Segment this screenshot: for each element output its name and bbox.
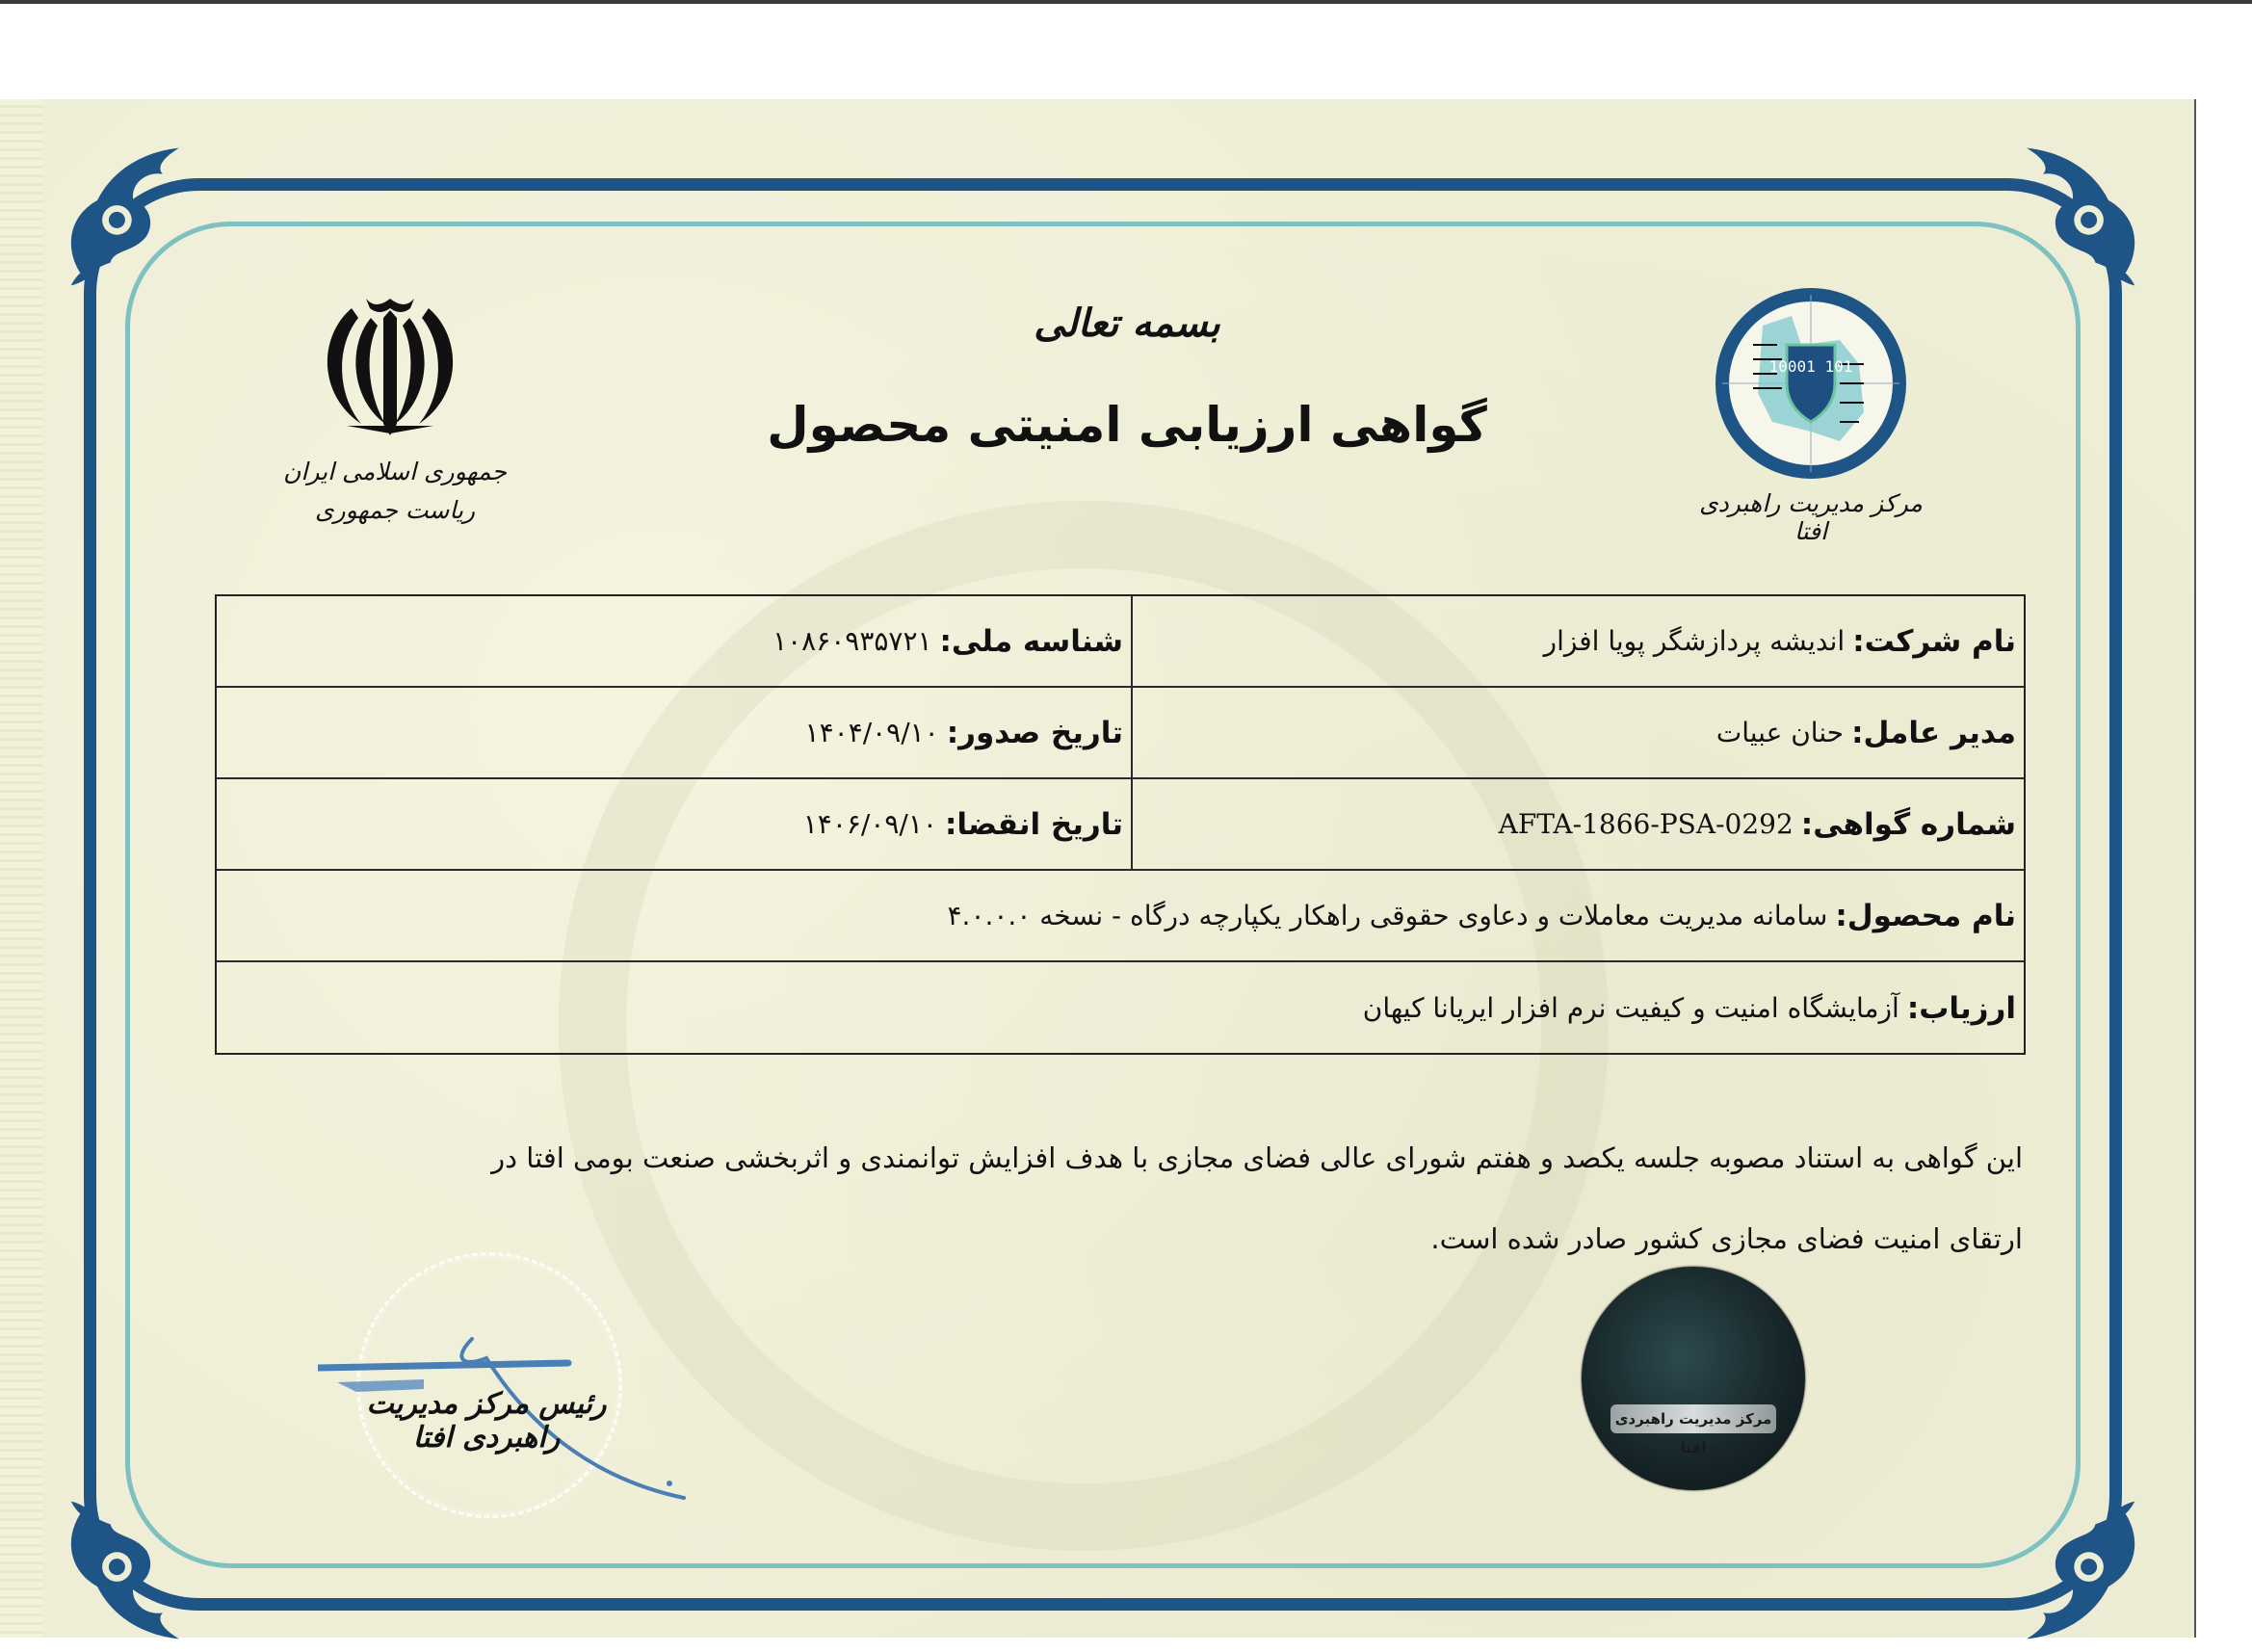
table-row (217, 596, 2024, 688)
evaluator-value: آزمایشگاه امنیت و کیفیت نرم افزار ایریانا کیهان (1362, 992, 1899, 1024)
table-row (217, 962, 2024, 1054)
evaluator-cell (217, 962, 2024, 1054)
national-id-value: ۱۰۸۶۰۹۳۵۷۲۱ (772, 625, 932, 657)
ceo-cell (1133, 688, 2024, 777)
corner-ornament-icon (1994, 1488, 2158, 1652)
emblem-caption-line2: ریاست جمهوری (314, 496, 476, 524)
afta-logo-text: 10001 101 (1768, 357, 1853, 376)
statement-line2: ارتقای امنیت فضای مجازی کشور صادر شده است. (1430, 1222, 2023, 1255)
product-name-cell (217, 871, 2024, 960)
corner-ornament-icon (48, 1488, 212, 1652)
afta-logo-icon (1715, 287, 1907, 480)
emblem-caption-line1: جمهوری اسلامی ایران (283, 458, 507, 485)
certificate-number-label: شماره گواهی: (1800, 806, 2016, 842)
emblem-caption (270, 453, 520, 530)
company-name-label: نام شرکت: (1852, 623, 2016, 659)
issue-date-cell (217, 688, 1133, 777)
company-name-value: اندیشه پردازشگر پویا افزار (1543, 625, 1846, 657)
afta-caption: مرکز مدیریت راهبردی افتا (1699, 489, 1923, 545)
issue-date-label: تاریخ صدور: (946, 715, 1123, 750)
expiry-date-value: ۱۴۰۶/۰۹/۱۰ (802, 808, 937, 840)
table-row (217, 688, 2024, 779)
company-name-cell (1133, 596, 2024, 686)
signatory-title: رئیس مرکز مدیریت راهبردی افتا (366, 1387, 607, 1455)
certificate-number-value: AFTA-1866-PSA-0292 (1498, 808, 1794, 840)
issue-date-value: ۱۴۰۴/۰۹/۱۰ (804, 717, 939, 748)
statement-line1: این گواهی به استناد مصوبه جلسه یکصد و هفتم شورای عالی فضای مجازی با هدف افزایش توانمندی و اثربخشی صنعت بومی افتا در (491, 1141, 2023, 1174)
certificate-info-table (215, 594, 2026, 1055)
paper-left-strip (0, 99, 43, 1638)
bismillah-heading: بسمه تعالی (1034, 301, 1220, 346)
table-row (217, 871, 2024, 962)
scan-top-edge (0, 0, 2252, 4)
certificate-number-cell (1133, 779, 2024, 869)
evaluator-label: ارزیاب: (1906, 990, 2016, 1026)
product-name-value: سامانه مدیریت معاملات و دعاوی حقوقی راهکار یکپارچه درگاه - نسخه ۴.۰.۰.۰ (947, 900, 1828, 931)
iran-emblem-icon (308, 289, 472, 448)
corner-ornament-icon (1994, 135, 2158, 299)
certificate-title: گواهی ارزیابی امنیتی محصول (767, 397, 1487, 453)
table-row (217, 779, 2024, 871)
hologram-seal-text: مرکز مدیریت راهبردی افتا (1610, 1404, 1776, 1433)
product-name-label: نام محصول: (1835, 898, 2016, 933)
national-id-label: شناسه ملی: (939, 623, 1123, 659)
national-id-cell (217, 596, 1133, 686)
expiry-date-cell (217, 779, 1133, 869)
ceo-value: حنان عبیات (1715, 717, 1845, 748)
corner-ornament-icon (48, 135, 212, 299)
expiry-date-label: تاریخ انقضا: (944, 806, 1123, 842)
ceo-label: مدیر عامل: (1851, 715, 2016, 750)
